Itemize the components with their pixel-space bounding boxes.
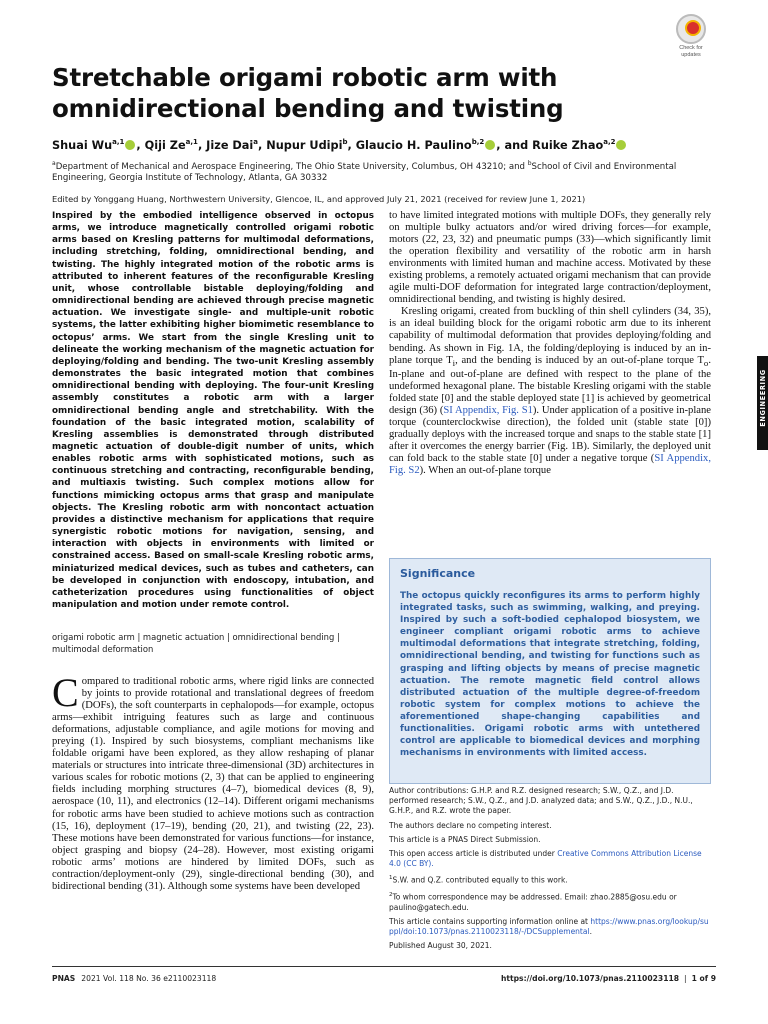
author-separator: ,: [258, 138, 267, 152]
right-paragraph-1: to have limited integrated motions with multiple DOFs, they generally rely on multiple bulky actuators and/or wired driving forces—for example, motors (22, 23, 32) and pneumatic pumps (33)—which significantly limit the operation flexibility and versatility of the robotic arm in harsh environments with limited human and machine access. Motivated by these existing problems, a remotely actuated origami mechanism that can provide agile multi-DOF deformation for integrated large contraction/deployment, omnidirectional bending, and twisting is highly desired.: [389, 210, 711, 306]
footer-separator: |: [684, 974, 687, 983]
direct-submission: This article is a PNAS Direct Submission.: [389, 834, 541, 844]
edited-by-line: Edited by Yonggang Huang, Northwestern University, Glencoe, IL, and approved July 21, 2021 (received for review June 1, 2021): [52, 194, 586, 204]
si-end: .: [589, 927, 592, 937]
footnote-2-marker: 2: [389, 892, 393, 899]
published-date: Published August 30, 2021.: [389, 941, 492, 951]
orcid-icon[interactable]: [485, 140, 495, 150]
author-affiliation-marker: b: [342, 138, 348, 146]
supporting-info-note: [389, 917, 711, 937]
si-appendix-link-s2[interactable]: SI Appendix, Fig. S2: [389, 453, 711, 477]
p2-part-c: . In-plane and out-of-plane are defined with respect to the plane of the undeformed hexagonal plane. The bistable Kresling origami with the stable folded state [0] and the stable deployed state [1] is achieved by geometrical design (36) (: [389, 354, 711, 416]
author-separator: ,: [136, 138, 145, 152]
keywords: origami robotic arm | magnetic actuation | omnidirectional bending | multimodal deformation: [52, 632, 340, 654]
author-affiliation-marker: b,2: [471, 138, 485, 146]
author-affiliation-marker: a,2: [603, 138, 616, 146]
side-tab-label: ENGINEERING: [759, 369, 767, 427]
license-note: [389, 849, 711, 869]
author-list: [52, 135, 732, 153]
si-link[interactable]: https://www.pnas.org/lookup/suppl/doi:10.1073/pnas.2110023118/-/DCSupplemental: [389, 917, 709, 937]
author-name: Glaucio H. Paulino: [355, 138, 472, 152]
affil-a: Department of Mechanical and Aerospace Engineering, The Ohio State University, Columbus, OH 43210; and: [55, 161, 528, 172]
orcid-icon[interactable]: [616, 140, 626, 150]
competing-interest: The authors declare no competing interest.: [389, 820, 552, 830]
right-paragraph-2: [389, 306, 711, 477]
badge-line2: updates: [681, 52, 701, 58]
footnote-1-text: S.W. and Q.Z. contributed equally to this work.: [392, 875, 568, 885]
author-name: Qiji Ze: [144, 138, 186, 152]
author-affiliation-marker: a,1: [185, 138, 198, 146]
p2-part-d: ). Under application of a positive in-plane torque (counterclockwise direction), the folded unit (stable state [0]) gradually deploys with the increased torque and snaps to the stable state [1] after it overcomes the energy barrier (Fig. 1B). Similarly, the deployed unit can fold back to the stable state [0] under a negative torque (: [389, 404, 711, 465]
page-number: 1 of 9: [691, 974, 716, 983]
torque-in-subscript: i: [452, 357, 456, 368]
p2-part-a: Kresling origami, created from buckling of thin shell cylinders (34, 35), is an ideal building block for the origami robotic arm due to its inherent capability of multimodal deformation that provides deploying/folding and bending. As shown in Fig. 1A, the folding/deploying is induced by an in-plane torque T: [389, 306, 711, 366]
drop-cap: C: [52, 670, 79, 715]
affil-b: School of Civil and Environmental Engineering, Georgia Institute of Technology, Atlanta, GA 30332: [52, 161, 677, 184]
footnotes: [389, 786, 711, 956]
paper-title: Stretchable origami robotic arm with omnidirectional bending and twisting: [52, 63, 564, 123]
affil-a-marker: a: [52, 160, 56, 167]
author-name: Nupur Udipi: [266, 138, 343, 152]
badge-line1: Check for: [679, 45, 703, 51]
right-column-text: [389, 210, 711, 477]
journal-name: PNAS: [52, 974, 76, 983]
footnote-1: [389, 873, 711, 886]
p2-part-b: , and the bending is induced by an out-of-plane torque T: [455, 354, 704, 366]
si-text: This article contains supporting information online at: [389, 917, 591, 927]
author-name: Shuai Wu: [52, 138, 113, 152]
affiliations: [52, 158, 732, 185]
author-name: Ruike Zhao: [532, 138, 604, 152]
orcid-icon[interactable]: [125, 140, 135, 150]
author-affiliation-marker: a,1: [112, 138, 125, 146]
check-for-updates-badge[interactable]: [668, 14, 714, 60]
p2-part-e: ). When an out-of-plane torque: [419, 465, 551, 477]
intro-body: ompared to traditional robotic arms, where rigid links are connected by joints to provide rotational and translational degrees of freedom (DOFs), the soft counterparts in cephalopods—for example, octopus arms—exhibit intriguing features such as large and continuous deformations, adjustable compliance, and agile motions for moving and preying (1). Inspired by such biosystems, compliant mechanisms like foldable origami have been explored, as they allow reshaping of planar materials or structures into intricate three-dimensional (3D) architectures in various scales for robotic motions (2, 3) that can be applied to engineering fields including morphing structures (4–7), biomedical devices (8, 9), aerospace (10, 11), and electronics (12–14). Different origami mechanisms for robotic arms have been studied to achieve motions such as contraction (15, 16), deployment (17–19), bending (20, 21), and twisting (22, 23). These motions have been demonstrated for various functions—for instance, object grasping and biopsy (24–28). However, most existing origami robotic arms’ motions are hindered by limited DOFs, such as contraction/deployment-only (29), single-directional bending (30), and bidirectional bending (31). Although some systems have been developed: [52, 676, 374, 892]
license-link[interactable]: Creative Commons Attribution License 4.0 (CC BY).: [389, 849, 702, 869]
significance-heading: Significance: [400, 567, 476, 580]
footnote-1-marker: 1: [389, 875, 393, 882]
affil-b-marker: b: [527, 160, 532, 167]
si-appendix-link-s1[interactable]: SI Appendix, Fig. S1: [443, 404, 533, 416]
footer-citation: [52, 974, 216, 983]
footer-divider: [52, 966, 716, 967]
citation-text: 2021 Vol. 118 No. 36 e2110023118: [81, 974, 217, 983]
introduction-text: [52, 670, 374, 893]
author-name: Jize Dai: [206, 138, 254, 152]
doi-link[interactable]: https://doi.org/10.1073/pnas.2110023118: [500, 974, 680, 983]
license-text: This open access article is distributed under: [389, 849, 558, 859]
author-contributions: Author contributions: G.H.P. and R.Z. designed research; S.W., Q.Z., and J.D. performed research; S.W., Q.Z., and J.D. analyzed data; and S.W., Q.Z., J.D., N.U., G.H.P., and R.Z. wrote the paper.: [389, 786, 693, 816]
torque-out-subscript: o: [703, 357, 709, 368]
author-affiliation-marker: a: [253, 138, 259, 146]
section-side-tab: [757, 356, 768, 450]
significance-text: The octopus quickly reconfigures its arms to perform highly integrated tasks, such as swimming, walking, and preying. Inspired by such a soft-bodied cephalopod biosystem, we engineer compliant origami robotic arms to achieve multimodal deformations that integrate stretching, folding, omnidirectional bending, and twisting for functions such as grasping and lifting objects by means of precise magnetic actuation. The remote magnetic field control allows distributed actuation of the multiple degree-of-freedom robotic system for complex motions to achieve the aforementioned shape-changing capabilities and functionalities. Origami robotic arms with untethered control are applicable to biomedical devices and morphing mechanisms in environments with limited access.: [400, 591, 700, 759]
crossmark-icon: [676, 14, 706, 44]
author-separator: ,: [347, 138, 356, 152]
author-separator: , and: [496, 138, 533, 152]
footnote-2-text: To whom correspondence may be addressed. Email: zhao.2885@osu.edu or paulino@gatech.edu.: [389, 892, 677, 912]
abstract: Inspired by the embodied intelligence observed in octopus arms, we introduce magnetically controlled origami robotic arms based on Kresling patterns for multimodal deformations, including stretching, folding, omnidirectional bending, and twisting. The highly integrated motion of the robotic arms is attributed to inherent features of the reconfigurable Kresling unit, whose controllable bistable deploying/folding and omnidirectional bending are achieved through precise magnetic actuation. We investigate single- and multiple-unit robotic systems, the latter exhibiting higher biomimetic resemblance to octopus’ arms. We start from the single Kresling unit to delineate the working mechanism of the magnetic actuation for deploying/folding and bending. The two-unit Kresling assembly demonstrates the basic integrated motion that combines omnidirectional bending with deploying. The four-unit Kresling assembly constitutes a robotic arm with a larger omnidirectional bending angle and stretchability. With the foundation of the basic integrated motion, scalability of Kresling assemblies is demonstrated through distributed magnetic actuation of double-digit number of units, which enables robotic arms with sophisticated motions, such as continuous stretching and contracting, reconfigurable bending, and multiaxis twisting. Such complex motions allow for functions mimicking octopus arms that grasp and manipulate objects. The Kresling robotic arm with noncontact actuation provides a distinctive mechanism for applications that require synergistic robotic motions for navigation, sensing, and interaction with objects in environments with limited or constrained access. Based on small-scale Kresling robotic arms, miniaturized medical devices, such as tubes and catheters, can be developed in conjunction with endoscopy, intubation, and catheterization procedures using functionalities of object manipulation and motion under remote control.: [52, 211, 374, 610]
footer-doi-page: [501, 974, 716, 983]
significance-box: [389, 558, 711, 784]
author-separator: ,: [197, 138, 207, 152]
footnote-2: [389, 890, 711, 913]
